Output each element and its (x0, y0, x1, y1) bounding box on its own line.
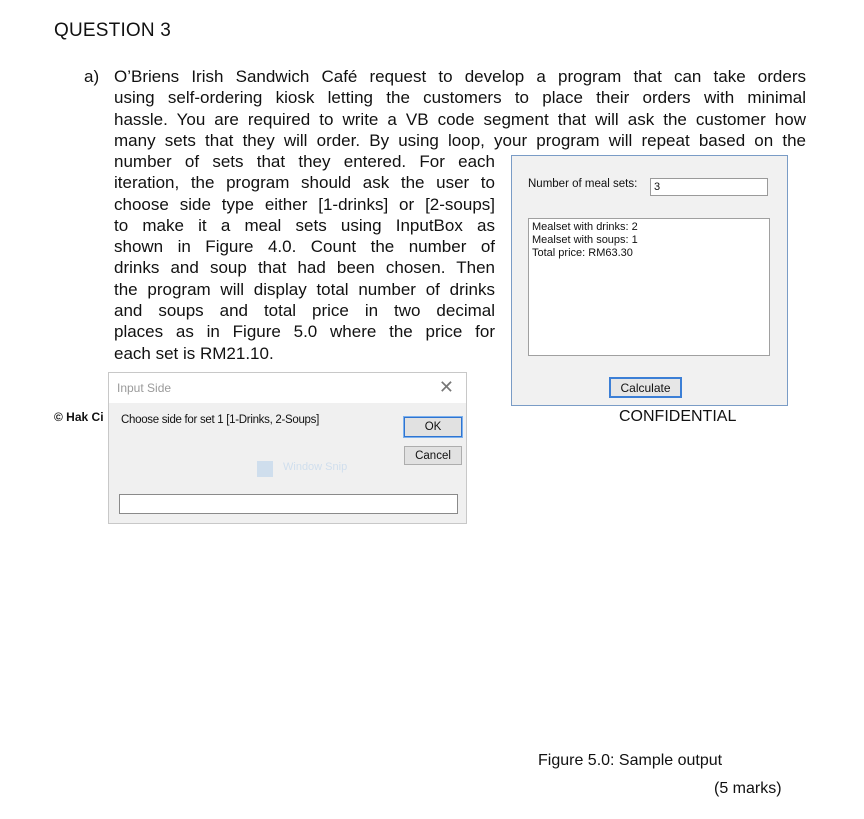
snip-icon (257, 461, 273, 477)
meal-sets-input[interactable]: 3 (650, 178, 768, 196)
window-snip-watermark (257, 459, 357, 477)
dialog-prompt: Choose side for set 1 [1-Drinks, 2-Soups] (121, 414, 319, 426)
input-side-dialog (108, 372, 467, 524)
marks-label: (5 marks) (714, 780, 782, 797)
paragraph-line: using self-ordering kiosk letting the customers to place their orders with minimal (114, 88, 806, 108)
dialog-titlebar (109, 373, 466, 403)
calculate-button[interactable]: Calculate (609, 377, 682, 398)
paragraph-line: number of sets that they entered. For each (114, 152, 495, 171)
ok-button[interactable]: OK (404, 417, 462, 437)
paragraph-line: to make it a meal sets using InputBox as (114, 215, 495, 235)
sample-output-form (511, 155, 788, 406)
dialog-title: Input Side (117, 381, 172, 395)
paragraph-line: the program will display total number of drinks (114, 279, 495, 299)
paragraph-line: each set is RM21.10. (114, 343, 274, 363)
paragraph-line: many sets that they will order. By using loop, your program will repeat based on the (114, 130, 806, 150)
paragraph-line: drinks and soup that had been chosen. Then (114, 258, 495, 278)
question-paragraph-top (114, 66, 806, 151)
confidential-label: CONFIDENTIAL (619, 408, 737, 425)
paragraph-line: iteration, the program should ask the user to (114, 173, 495, 193)
paragraph-line: hassle. You are required to write a VB code segment that will ask the customer how (114, 109, 806, 129)
figure-caption: Figure 5.0: Sample output (538, 752, 723, 769)
close-icon[interactable]: ✕ (438, 377, 454, 397)
meal-sets-label: Number of meal sets: (528, 178, 638, 190)
output-listbox[interactable] (528, 218, 770, 356)
paragraph-line: and soups and total price in two decimal (114, 301, 495, 321)
cancel-button[interactable]: Cancel (404, 446, 462, 465)
question-paragraph-left (114, 151, 495, 364)
question-part-label: a) (84, 67, 100, 86)
question-heading: QUESTION 3 (54, 20, 172, 41)
paragraph-line: choose side type either [1-drinks] or [2-soups] (114, 194, 495, 214)
output-line: Total price: RM63.30 (532, 247, 633, 259)
watermark-text: Window Snip (283, 461, 348, 473)
output-line: Mealset with drinks: 2 (532, 221, 638, 233)
paragraph-line: shown in Figure 4.0. Count the number of (114, 237, 495, 257)
side-input-field[interactable] (119, 494, 458, 514)
copyright-text: © Hak Ci (54, 410, 104, 424)
paragraph-line: places as in Figure 5.0 where the price for (114, 322, 495, 342)
output-line: Mealset with soups: 1 (532, 234, 638, 246)
paragraph-line: O’Briens Irish Sandwich Café request to develop a program that can take orders (114, 67, 806, 86)
